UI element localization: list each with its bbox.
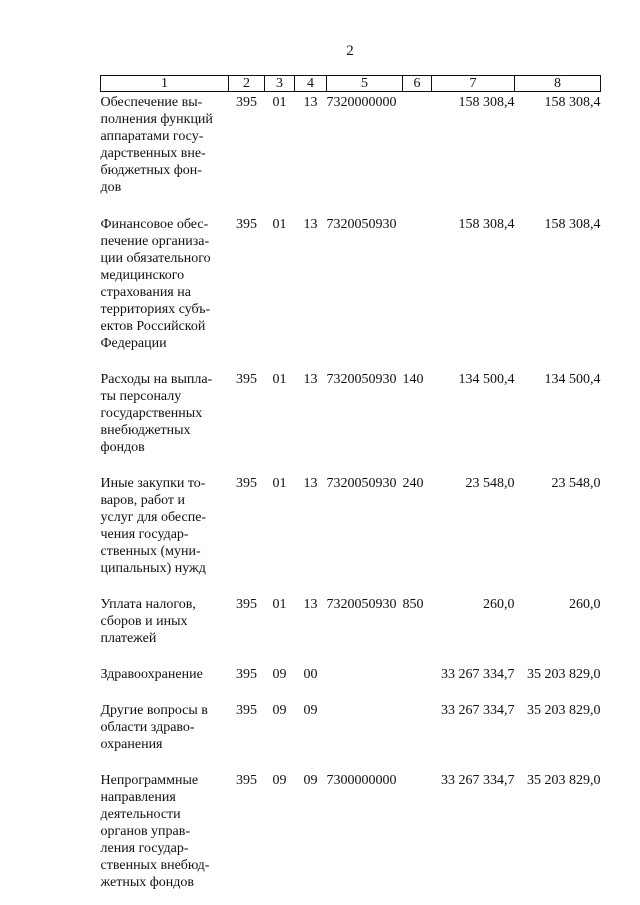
code-cell: 395 [236,667,257,682]
row-name-line: чения государ- [100,527,189,542]
row-name-line: ления государ- [100,841,189,856]
amount-year1-cell: 23 548,0 [465,476,515,491]
table-row [101,753,601,891]
row-name-line: Обеспечение вы- [100,95,203,110]
row-name-line: деятельности [100,807,181,822]
row-name-line: медицинского [100,268,185,283]
target-article-cell [327,647,403,683]
code-cell: 395 [236,476,257,491]
subsection-cell: 00 [303,667,318,682]
column-header: 5 [327,76,403,92]
code-cell: 395 [236,95,257,110]
row-name-line: Федерации [100,336,167,351]
amount-year1-cell: 158 308,4 [458,217,515,232]
section-cell: 01 [272,476,287,491]
row-name-line: варов, работ и [100,493,186,508]
row-name-line: охранения [100,737,163,752]
column-header: 6 [403,76,432,92]
amount-year1-cell: 33 267 334,7 [441,667,515,682]
column-header: 4 [295,76,327,92]
row-name-line: ственных (муни- [100,544,201,559]
amount-year2-cell: 35 203 829,0 [527,773,601,788]
section-cell: 09 [272,703,287,718]
section-cell: 01 [272,597,287,612]
amount-year1-cell: 158 308,4 [458,95,515,110]
amount-year2-cell: 23 548,0 [551,476,601,491]
code-cell: 395 [236,597,257,612]
row-name-line: жетных фондов [100,875,195,890]
row-name-cell [101,92,229,197]
subsection-cell: 09 [303,703,318,718]
row-name-line: Финансовое обес- [100,217,209,232]
table-row [101,196,601,352]
amount-year2-cell: 260,0 [569,597,601,612]
row-name-cell [101,577,229,647]
row-name-line: сборов и иных [100,614,188,629]
row-name-line: дов [100,180,122,195]
target-article-cell: 7320000000 [326,95,397,110]
amount-year2-cell: 35 203 829,0 [527,703,601,718]
row-name-line: ции обязательного [100,251,211,266]
section-cell: 09 [272,773,287,788]
target-article-cell: 7300000000 [326,773,397,788]
amount-year2-cell: 158 308,4 [544,217,601,232]
target-article-cell: 7320050930 [326,217,397,232]
budget-table [100,75,601,891]
row-name-line: области здраво- [100,720,195,735]
target-article-cell: 7320050930 [326,476,397,491]
column-header: 8 [515,76,601,92]
subsection-cell: 13 [303,476,318,491]
row-name-line: органов управ- [100,824,191,839]
row-name-line: печение организа- [100,234,210,249]
row-name-line: Уплата налогов, [100,597,196,612]
row-name-line: направления [100,790,176,805]
row-name-line: страхования на [100,285,191,300]
row-name-line: Непрограммные [100,773,199,788]
amount-year1-cell: 33 267 334,7 [441,773,515,788]
section-cell: 01 [272,95,287,110]
row-name-line: аппаратами госу- [100,129,204,144]
table-row [101,683,601,753]
row-name-line: ты персоналу [100,389,182,404]
subsection-cell: 13 [303,95,318,110]
column-header: 1 [101,76,229,92]
expense-type-cell [403,92,432,197]
column-header: 2 [229,76,265,92]
expense-type-cell [403,647,432,683]
column-header: 3 [265,76,295,92]
expense-type-cell [403,196,432,352]
code-cell: 395 [236,773,257,788]
target-article-cell: 7320050930 [326,597,397,612]
code-cell: 395 [236,217,257,232]
row-name-line: полнения функций [100,112,213,127]
table-row [101,92,601,197]
row-name-line: бюджетных фон- [100,163,202,178]
row-name-cell [101,683,229,753]
row-name-line: Здравоохранение [100,667,203,682]
table-row [101,456,601,577]
row-name-line: Расходы на выпла- [100,372,213,387]
code-cell: 395 [236,372,257,387]
table-row [101,647,601,683]
row-name-line: Иные закупки то- [100,476,206,491]
amount-year2-cell: 158 308,4 [544,95,601,110]
subsection-cell: 13 [303,372,318,387]
row-name-cell [101,753,229,891]
amount-year1-cell: 134 500,4 [458,372,515,387]
section-cell: 01 [272,217,287,232]
row-name-line: платежей [100,631,157,646]
expense-type-cell: 240 [402,476,424,491]
row-name-line: услуг для обеспе- [100,510,207,525]
table-body [101,92,601,892]
amount-year1-cell: 33 267 334,7 [441,703,515,718]
subsection-cell: 13 [303,217,318,232]
expense-type-cell [403,753,432,891]
row-name-line: ственных внебюд- [100,858,210,873]
row-name-line: ектов Российской [100,319,206,334]
section-cell: 01 [272,372,287,387]
row-name-cell [101,196,229,352]
row-name-line: внебюджетных [100,423,191,438]
code-cell: 395 [236,703,257,718]
section-cell: 09 [272,667,287,682]
row-name-line: фондов [100,440,145,455]
expense-type-cell: 850 [402,597,424,612]
expense-type-cell: 140 [402,372,424,387]
row-name-line: Другие вопросы в [100,703,208,718]
row-name-cell [101,352,229,456]
subsection-cell: 13 [303,597,318,612]
amount-year2-cell: 134 500,4 [544,372,601,387]
column-header: 7 [432,76,515,92]
row-name-line: государственных [100,406,203,421]
page-number: 2 [346,43,354,59]
table-header-row [101,76,601,92]
table-row [101,352,601,456]
row-name-line: ципальных) нужд [100,561,206,576]
amount-year1-cell: 260,0 [483,597,515,612]
row-name-line: дарственных вне- [100,146,206,161]
row-name-line: территориях субъ- [100,302,211,317]
expense-type-cell [403,683,432,753]
subsection-cell: 09 [303,773,318,788]
row-name-cell [101,456,229,577]
target-article-cell: 7320050930 [326,372,397,387]
table-row [101,577,601,647]
target-article-cell [327,683,403,753]
row-name-cell [101,647,229,683]
amount-year2-cell: 35 203 829,0 [527,667,601,682]
